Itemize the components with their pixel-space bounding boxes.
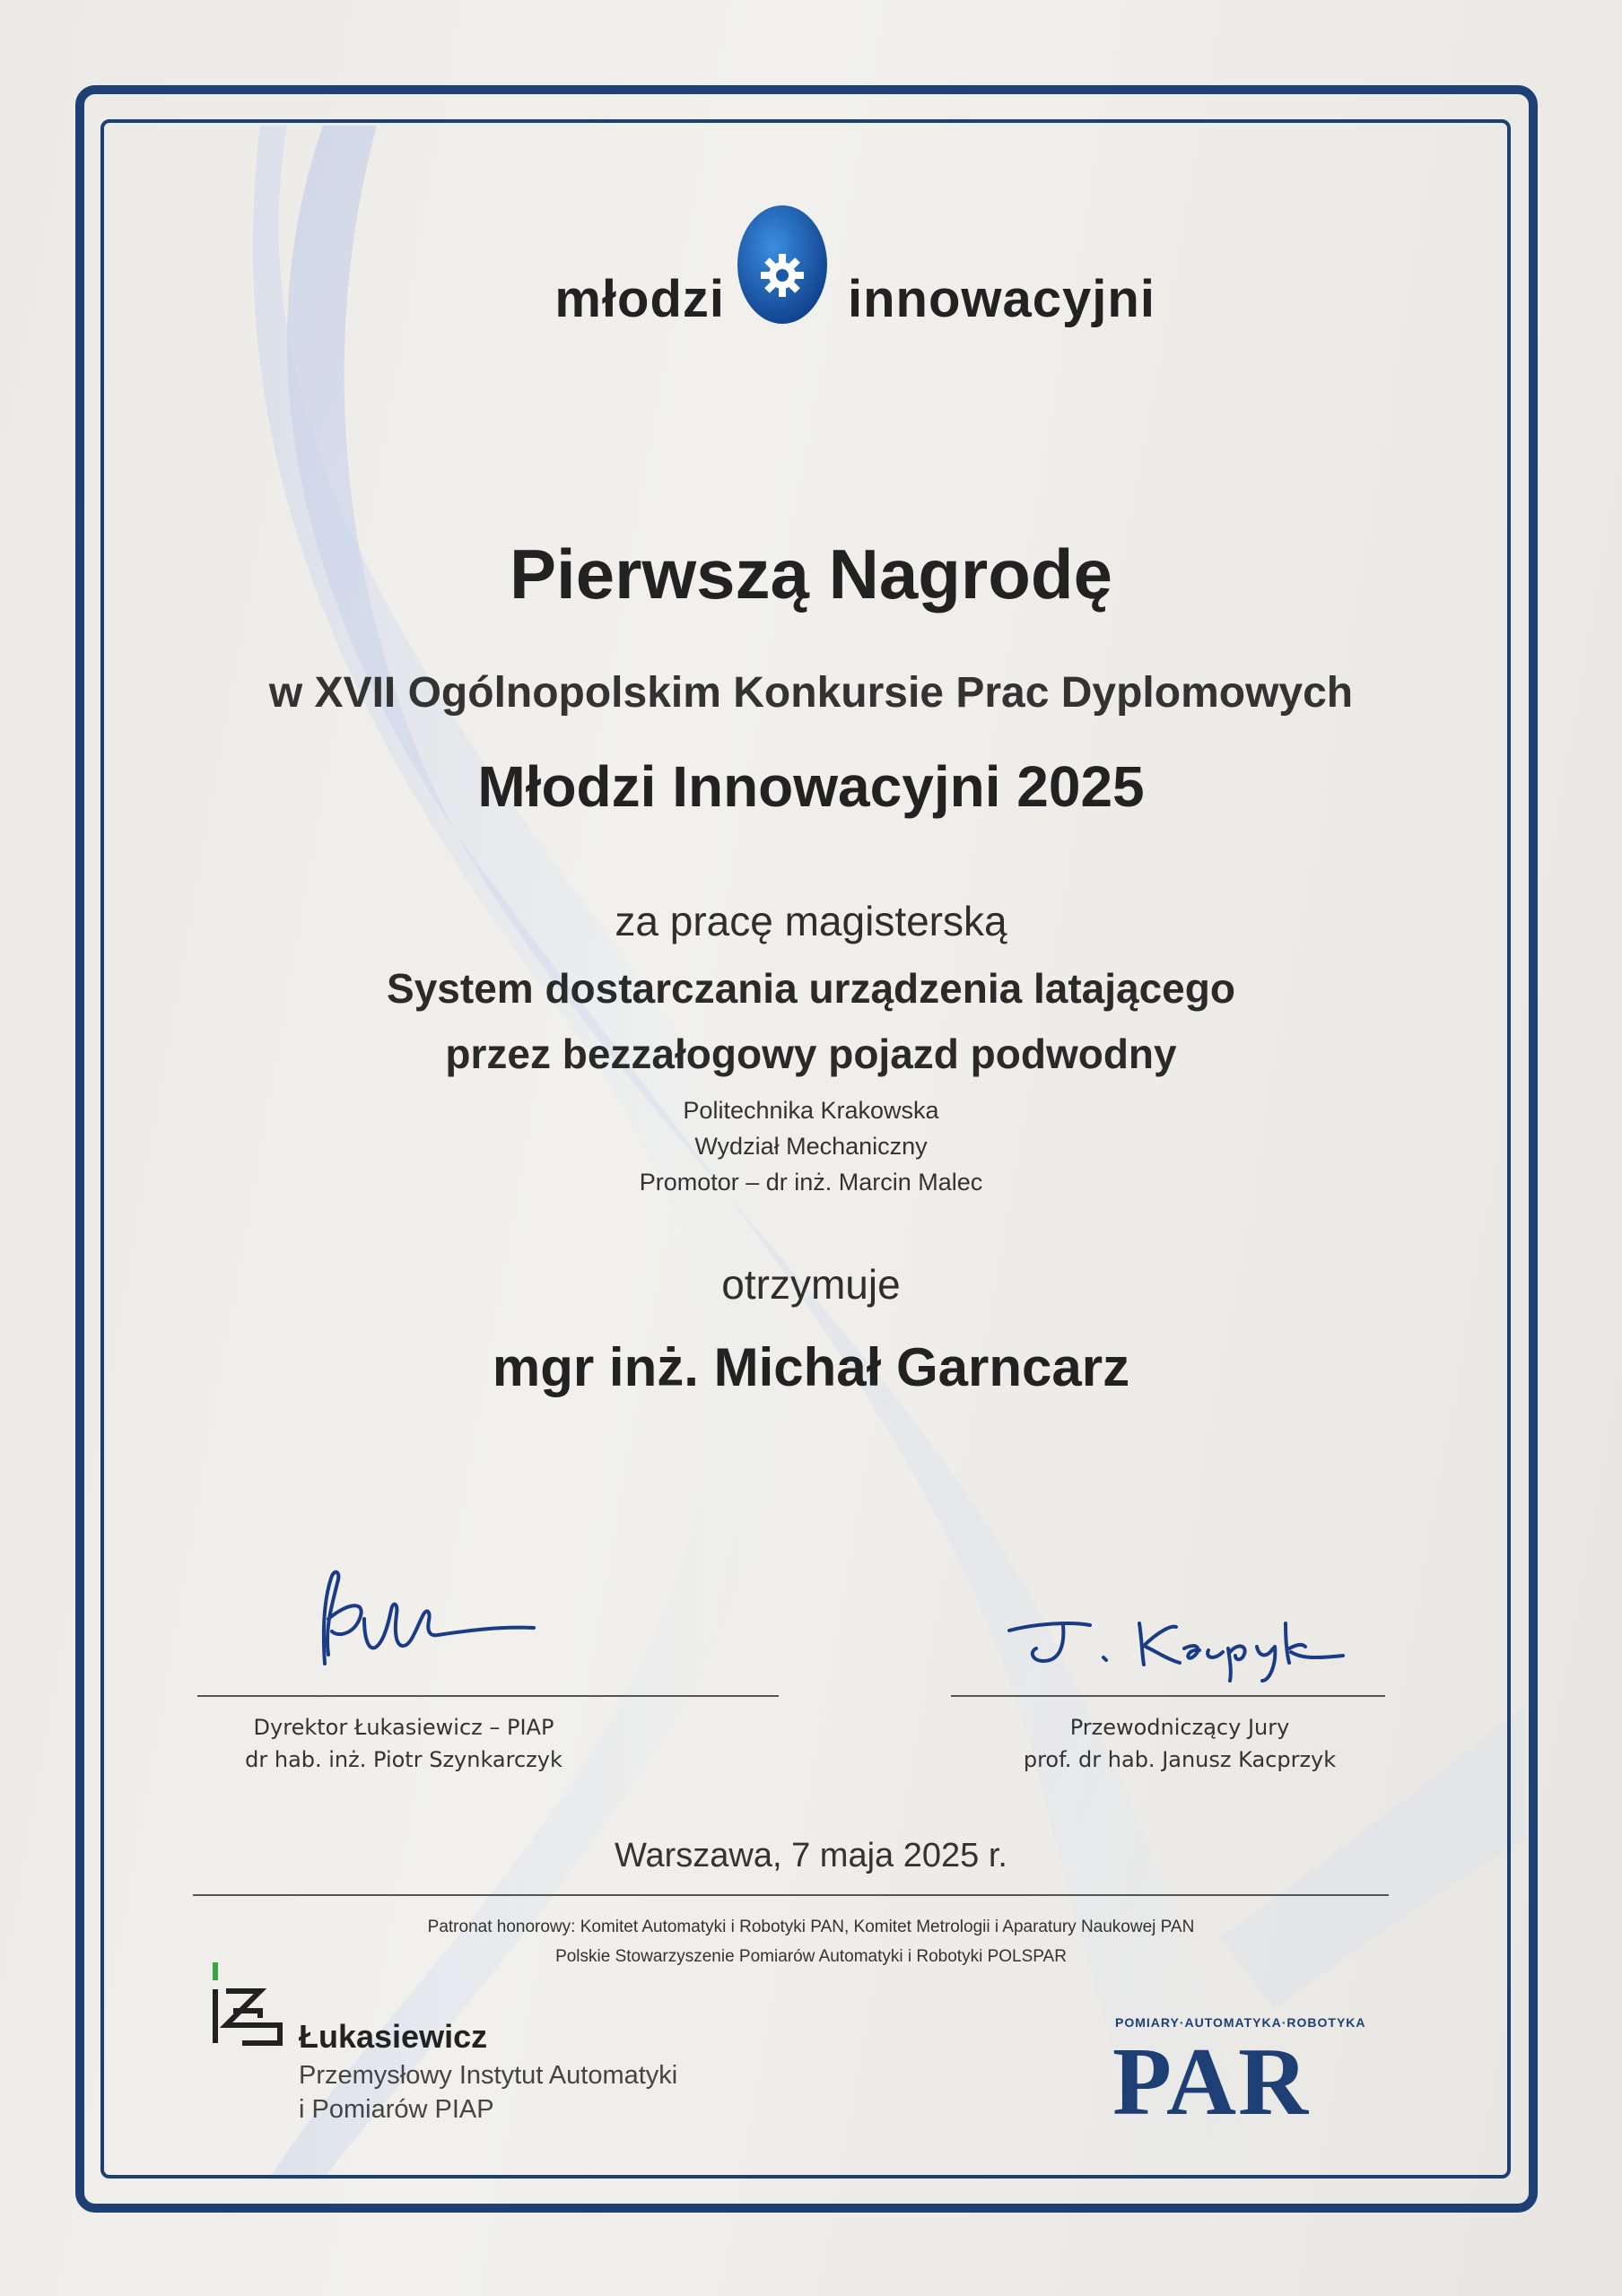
right-signatory — [969, 1711, 1391, 1776]
recipient-name: mgr inż. Michał Garncarz — [492, 1337, 1130, 1397]
left-signature — [305, 1565, 556, 1673]
right-signatory-name: prof. dr hab. Janusz Kacprzyk — [1023, 1747, 1337, 1772]
lukasiewicz-sub2: i Pomiarów PIAP — [299, 2095, 494, 2124]
supervisor: Promotor – dr inż. Marcin Malec — [639, 1169, 983, 1196]
lukasiewicz-sub1: Przemysłowy Instytut Automatyki — [299, 2061, 678, 2090]
patronage-line1: Patronat honorowy: Komitet Automatyki i Robotyki PAN, Komitet Metrologii i Aparatury Naukowej PAN — [427, 1918, 1195, 1936]
logo-text-left: młodzi — [554, 270, 725, 328]
place-and-date: Warszawa, 7 maja 2025 r. — [615, 1837, 1007, 1874]
competition-name: Młodzi Innowacyjni 2025 — [477, 754, 1145, 819]
award-title: Pierwszą Nagrodę — [510, 535, 1112, 613]
left-signatory — [197, 1711, 610, 1776]
university: Politechnika Krakowska — [683, 1097, 939, 1124]
patronage-line2: Polskie Stowarzyszenie Pomiarów Automatyki i Robotyki POLSPAR — [555, 1947, 1067, 1966]
right-signature — [1000, 1605, 1350, 1686]
mlodzi-innowacyjni-logo — [0, 193, 1622, 399]
par-tagline: POMIARY·AUTOMATYKA·ROBOTYKA — [1115, 2015, 1366, 2030]
footer-divider — [193, 1894, 1389, 1896]
thesis-title-line1: System dostarczania urządzenia latającego — [387, 965, 1235, 1012]
left-signatory-role: Dyrektor Łukasiewicz – PIAP — [253, 1715, 554, 1740]
logo-text-right: innowacyjni — [848, 270, 1155, 328]
lukasiewicz-name: Łukasiewicz — [299, 2018, 488, 2055]
thesis-title-line2: przez bezzałogowy pojazd podwodny — [445, 1031, 1177, 1077]
for-work-label: za pracę magisterską — [615, 898, 1007, 944]
left-signatory-name: dr hab. inż. Piotr Szynkarczyk — [245, 1747, 562, 1772]
egg-gear-icon — [734, 193, 831, 327]
lukasiewicz-logo-icon — [206, 1955, 287, 2054]
lukasiewicz-institute — [299, 2058, 677, 2126]
faculty: Wydział Mechaniczny — [694, 1133, 928, 1160]
receives-label: otrzymuje — [721, 1261, 901, 1308]
right-signature-line — [951, 1695, 1385, 1697]
competition-line: w XVII Ogólnopolskim Konkursie Prac Dyplomowych — [268, 669, 1354, 717]
par-logo: PAR — [1112, 2029, 1310, 2135]
left-signature-line — [197, 1695, 779, 1697]
right-signatory-role: Przewodniczący Jury — [1069, 1715, 1290, 1740]
